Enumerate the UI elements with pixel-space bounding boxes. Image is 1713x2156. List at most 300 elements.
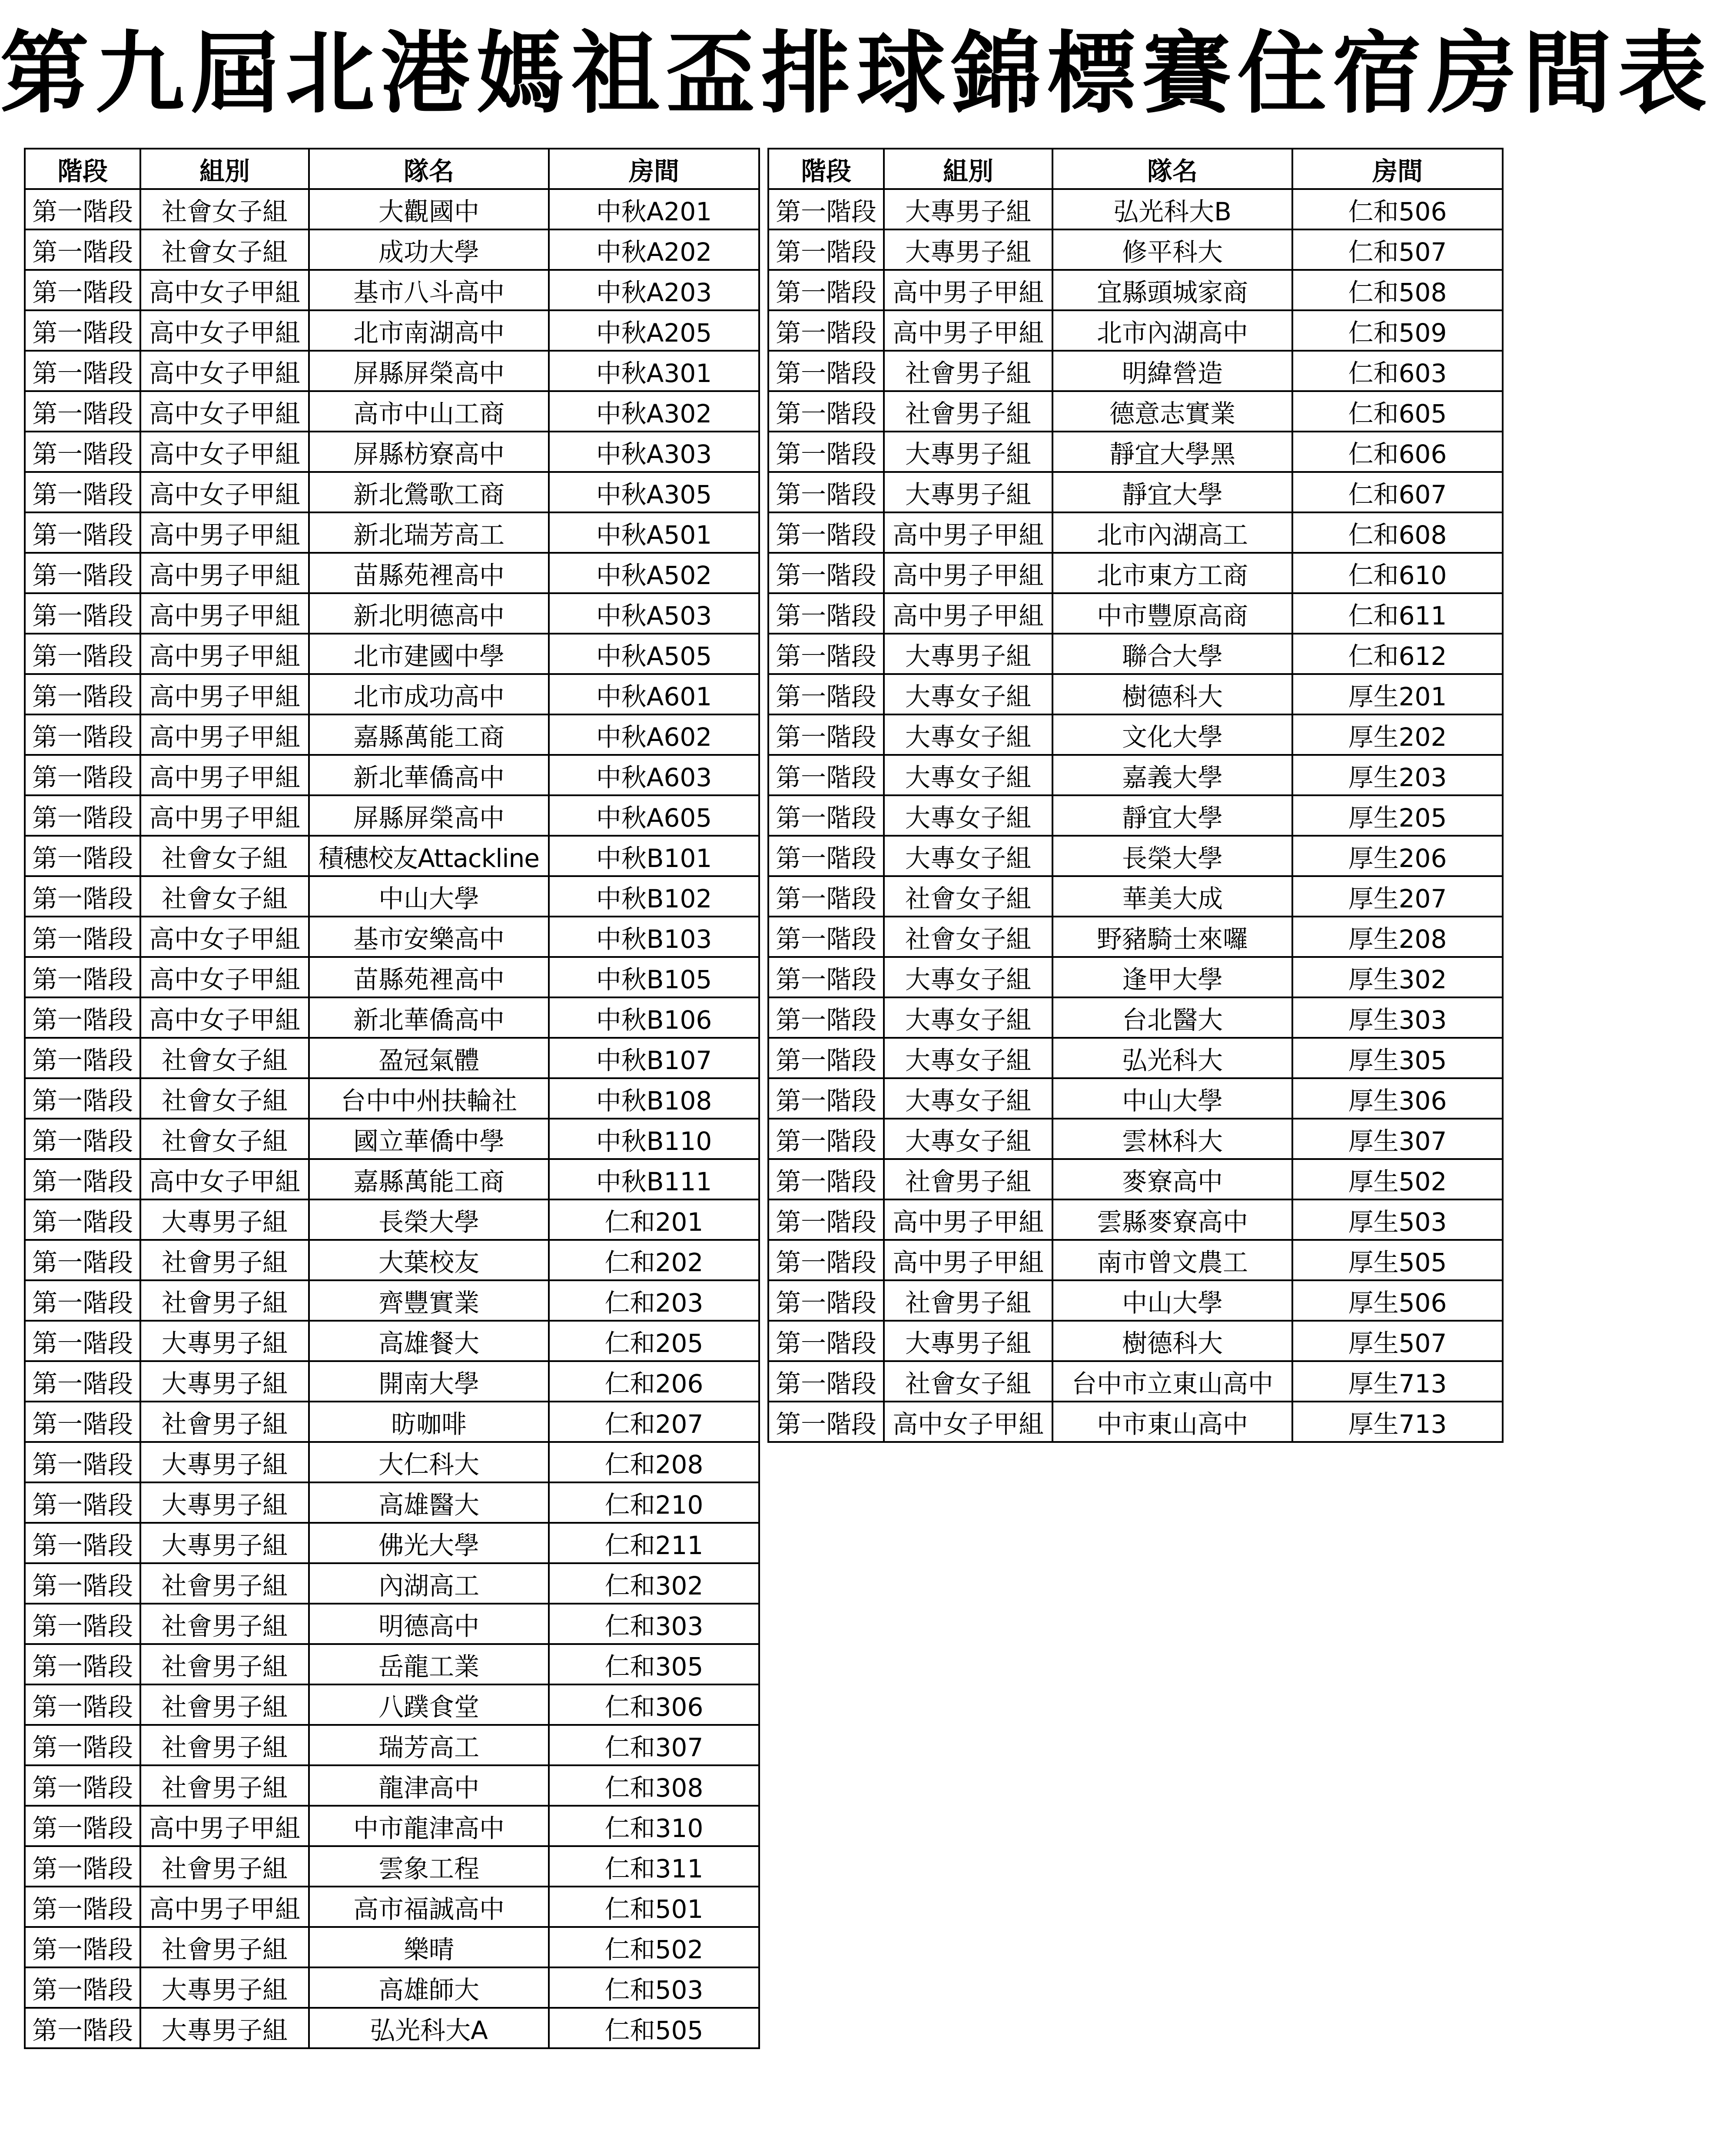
team-name-cell: 高雄師大 xyxy=(309,1967,549,2008)
table-row xyxy=(25,310,759,351)
team-name-cell: 佛光大學 xyxy=(309,1523,549,1563)
team-name-cell: 八蹼食堂 xyxy=(309,1684,549,1725)
table-row xyxy=(25,1887,759,1927)
table-row xyxy=(25,1967,759,2008)
table-row xyxy=(768,1361,1503,1402)
stage-cell: 第一階段 xyxy=(25,1078,140,1119)
table-header-row xyxy=(768,149,1503,189)
stage-cell: 第一階段 xyxy=(25,1725,140,1765)
header-division: 組別 xyxy=(884,149,1052,189)
table-row xyxy=(25,1402,759,1442)
stage-cell: 第一階段 xyxy=(25,674,140,714)
table-row xyxy=(25,957,759,997)
stage-cell: 第一階段 xyxy=(25,351,140,391)
division-cell: 社會女子組 xyxy=(140,1038,309,1078)
division-cell: 社會女子組 xyxy=(140,1119,309,1159)
room-cell: 仁和211 xyxy=(549,1523,759,1563)
team-name-cell: 樂晴 xyxy=(309,1927,549,1967)
team-name-cell: 苗縣苑裡高中 xyxy=(309,553,549,593)
team-name-cell: 高市福誠高中 xyxy=(309,1887,549,1927)
team-name-cell: 新北明德高中 xyxy=(309,593,549,634)
division-cell: 大專男子組 xyxy=(884,1321,1052,1361)
table-row xyxy=(25,270,759,310)
room-cell: 中秋A203 xyxy=(549,270,759,310)
room-cell: 厚生505 xyxy=(1292,1240,1503,1280)
table-row xyxy=(25,1119,759,1159)
table-row xyxy=(25,1038,759,1078)
team-name-cell: 北市成功高中 xyxy=(309,674,549,714)
division-cell: 大專男子組 xyxy=(884,432,1052,472)
room-cell: 仁和607 xyxy=(1292,472,1503,512)
team-name-cell: 聯合大學 xyxy=(1052,634,1292,674)
team-name-cell: 北市東方工商 xyxy=(1052,553,1292,593)
stage-cell: 第一階段 xyxy=(25,310,140,351)
stage-cell: 第一階段 xyxy=(25,836,140,876)
stage-cell: 第一階段 xyxy=(25,1240,140,1280)
team-name-cell: 屏縣枋寮高中 xyxy=(309,432,549,472)
division-cell: 高中女子甲組 xyxy=(140,432,309,472)
stage-cell: 第一階段 xyxy=(768,795,884,836)
stage-cell: 第一階段 xyxy=(25,997,140,1038)
stage-cell: 第一階段 xyxy=(25,270,140,310)
table-row xyxy=(768,1402,1503,1442)
stage-cell: 第一階段 xyxy=(768,270,884,310)
table-row xyxy=(25,1240,759,1280)
division-cell: 大專女子組 xyxy=(884,795,1052,836)
room-cell: 厚生303 xyxy=(1292,997,1503,1038)
table-row xyxy=(25,917,759,957)
stage-cell: 第一階段 xyxy=(768,472,884,512)
table-header-row xyxy=(25,149,759,189)
room-cell: 仁和206 xyxy=(549,1361,759,1402)
division-cell: 高中男子甲組 xyxy=(140,512,309,553)
stage-cell: 第一階段 xyxy=(25,593,140,634)
room-cell: 仁和201 xyxy=(549,1199,759,1240)
division-cell: 社會男子組 xyxy=(140,1280,309,1321)
team-name-cell: 文化大學 xyxy=(1052,714,1292,755)
room-cell: 中秋B107 xyxy=(549,1038,759,1078)
division-cell: 社會男子組 xyxy=(140,1684,309,1725)
table-row xyxy=(25,1604,759,1644)
room-cell: 厚生507 xyxy=(1292,1321,1503,1361)
team-name-cell: 齊豐實業 xyxy=(309,1280,549,1321)
team-name-cell: 靜宜大學 xyxy=(1052,795,1292,836)
division-cell: 社會男子組 xyxy=(140,1927,309,1967)
table-row xyxy=(25,1644,759,1684)
room-cell: 中秋A503 xyxy=(549,593,759,634)
stage-cell: 第一階段 xyxy=(25,1563,140,1604)
team-name-cell: 明緯營造 xyxy=(1052,351,1292,391)
table-row xyxy=(768,553,1503,593)
room-cell: 厚生307 xyxy=(1292,1119,1503,1159)
division-cell: 高中女子甲組 xyxy=(140,917,309,957)
header-room: 房間 xyxy=(549,149,759,189)
team-name-cell: 昉咖啡 xyxy=(309,1402,549,1442)
team-name-cell: 樹德科大 xyxy=(1052,674,1292,714)
stage-cell: 第一階段 xyxy=(25,1280,140,1321)
division-cell: 高中男子甲組 xyxy=(140,714,309,755)
stage-cell: 第一階段 xyxy=(25,1523,140,1563)
team-name-cell: 弘光科大A xyxy=(309,2008,549,2048)
division-cell: 大專女子組 xyxy=(884,755,1052,795)
division-cell: 大專女子組 xyxy=(884,1119,1052,1159)
division-cell: 大專男子組 xyxy=(140,1523,309,1563)
division-cell: 大專男子組 xyxy=(884,472,1052,512)
team-name-cell: 雲象工程 xyxy=(309,1846,549,1887)
division-cell: 社會男子組 xyxy=(884,1159,1052,1199)
team-name-cell: 靜宜大學 xyxy=(1052,472,1292,512)
division-cell: 社會女子組 xyxy=(140,229,309,270)
table-row xyxy=(25,553,759,593)
team-name-cell: 修平科大 xyxy=(1052,229,1292,270)
team-name-cell: 新北華僑高中 xyxy=(309,755,549,795)
division-cell: 大專男子組 xyxy=(884,634,1052,674)
division-cell: 社會男子組 xyxy=(140,1402,309,1442)
team-name-cell: 大觀國中 xyxy=(309,189,549,229)
room-cell: 仁和502 xyxy=(549,1927,759,1967)
team-name-cell: 苗縣苑裡高中 xyxy=(309,957,549,997)
division-cell: 大專男子組 xyxy=(140,1482,309,1523)
table-row xyxy=(768,472,1503,512)
room-cell: 中秋B103 xyxy=(549,917,759,957)
stage-cell: 第一階段 xyxy=(25,876,140,917)
table-row xyxy=(768,270,1503,310)
table-row xyxy=(25,1482,759,1523)
division-cell: 大專女子組 xyxy=(884,957,1052,997)
table-row xyxy=(768,229,1503,270)
table-row xyxy=(768,714,1503,755)
stage-cell: 第一階段 xyxy=(25,957,140,997)
team-name-cell: 成功大學 xyxy=(309,229,549,270)
table-row xyxy=(25,1159,759,1199)
team-name-cell: 北市南湖高中 xyxy=(309,310,549,351)
division-cell: 高中女子甲組 xyxy=(140,310,309,351)
table-row xyxy=(25,997,759,1038)
header-room: 房間 xyxy=(1292,149,1503,189)
division-cell: 高中男子甲組 xyxy=(884,270,1052,310)
table-row xyxy=(25,1523,759,1563)
division-cell: 高中男子甲組 xyxy=(140,755,309,795)
table-row xyxy=(768,1280,1503,1321)
room-cell: 仁和501 xyxy=(549,1887,759,1927)
room-cell: 仁和305 xyxy=(549,1644,759,1684)
division-cell: 高中男子甲組 xyxy=(884,593,1052,634)
division-cell: 社會男子組 xyxy=(140,1563,309,1604)
room-cell: 厚生502 xyxy=(1292,1159,1503,1199)
division-cell: 高中男子甲組 xyxy=(884,553,1052,593)
division-cell: 大專男子組 xyxy=(140,1361,309,1402)
division-cell: 高中男子甲組 xyxy=(884,310,1052,351)
team-name-cell: 開南大學 xyxy=(309,1361,549,1402)
page-title: 第九屆北港媽祖盃排球錦標賽住宿房間表 xyxy=(0,22,1713,126)
header-team: 隊名 xyxy=(309,149,549,189)
table-row xyxy=(25,1563,759,1604)
room-cell: 厚生713 xyxy=(1292,1402,1503,1442)
stage-cell: 第一階段 xyxy=(768,917,884,957)
team-name-cell: 高雄醫大 xyxy=(309,1482,549,1523)
room-cell: 厚生302 xyxy=(1292,957,1503,997)
team-name-cell: 瑞芳高工 xyxy=(309,1725,549,1765)
table-row xyxy=(25,876,759,917)
room-cell: 中秋A201 xyxy=(549,189,759,229)
team-name-cell: 大葉校友 xyxy=(309,1240,549,1280)
stage-cell: 第一階段 xyxy=(768,836,884,876)
stage-cell: 第一階段 xyxy=(25,1402,140,1442)
table-row xyxy=(768,634,1503,674)
table-row xyxy=(25,714,759,755)
room-cell: 仁和503 xyxy=(549,1967,759,2008)
stage-cell: 第一階段 xyxy=(768,351,884,391)
team-name-cell: 國立華僑中學 xyxy=(309,1119,549,1159)
stage-cell: 第一階段 xyxy=(768,1199,884,1240)
division-cell: 大專女子組 xyxy=(884,836,1052,876)
header-team: 隊名 xyxy=(1052,149,1292,189)
division-cell: 社會男子組 xyxy=(884,351,1052,391)
team-name-cell: 北市建國中學 xyxy=(309,634,549,674)
team-name-cell: 新北瑞芳高工 xyxy=(309,512,549,553)
room-cell: 中秋A601 xyxy=(549,674,759,714)
table-row xyxy=(25,1442,759,1482)
stage-cell: 第一階段 xyxy=(25,1199,140,1240)
table-row xyxy=(768,351,1503,391)
table-row xyxy=(768,512,1503,553)
team-name-cell: 麥寮高中 xyxy=(1052,1159,1292,1199)
stage-cell: 第一階段 xyxy=(25,1038,140,1078)
team-name-cell: 新北鶯歌工商 xyxy=(309,472,549,512)
team-name-cell: 嘉縣萬能工商 xyxy=(309,714,549,755)
division-cell: 高中男子甲組 xyxy=(140,593,309,634)
room-cell: 中秋B111 xyxy=(549,1159,759,1199)
team-name-cell: 南市曾文農工 xyxy=(1052,1240,1292,1280)
division-cell: 社會男子組 xyxy=(140,1846,309,1887)
table-row xyxy=(25,1684,759,1725)
team-name-cell: 逢甲大學 xyxy=(1052,957,1292,997)
stage-cell: 第一階段 xyxy=(768,1119,884,1159)
room-cell: 厚生503 xyxy=(1292,1199,1503,1240)
team-name-cell: 樹德科大 xyxy=(1052,1321,1292,1361)
table-row xyxy=(768,836,1503,876)
division-cell: 高中女子甲組 xyxy=(140,472,309,512)
team-name-cell: 中山大學 xyxy=(1052,1280,1292,1321)
table-row xyxy=(25,634,759,674)
stage-cell: 第一階段 xyxy=(25,1119,140,1159)
division-cell: 大專男子組 xyxy=(140,1199,309,1240)
team-name-cell: 基市安樂高中 xyxy=(309,917,549,957)
team-name-cell: 中市豐原高商 xyxy=(1052,593,1292,634)
room-cell: 厚生202 xyxy=(1292,714,1503,755)
stage-cell: 第一階段 xyxy=(768,997,884,1038)
stage-cell: 第一階段 xyxy=(768,957,884,997)
stage-cell: 第一階段 xyxy=(25,229,140,270)
stage-cell: 第一階段 xyxy=(25,714,140,755)
stage-cell: 第一階段 xyxy=(768,391,884,432)
team-name-cell: 中市龍津高中 xyxy=(309,1806,549,1846)
room-cell: 厚生305 xyxy=(1292,1038,1503,1078)
stage-cell: 第一階段 xyxy=(25,795,140,836)
room-cell: 厚生506 xyxy=(1292,1280,1503,1321)
table-row xyxy=(25,189,759,229)
division-cell: 社會女子組 xyxy=(884,876,1052,917)
division-cell: 高中男子甲組 xyxy=(140,553,309,593)
team-name-cell: 中山大學 xyxy=(1052,1078,1292,1119)
team-name-cell: 屏縣屏榮高中 xyxy=(309,351,549,391)
division-cell: 社會男子組 xyxy=(140,1725,309,1765)
division-cell: 大專男子組 xyxy=(140,1442,309,1482)
room-cell: 中秋B108 xyxy=(549,1078,759,1119)
table-row xyxy=(25,432,759,472)
team-name-cell: 高雄餐大 xyxy=(309,1321,549,1361)
division-cell: 大專男子組 xyxy=(884,229,1052,270)
table-row xyxy=(25,674,759,714)
table-row xyxy=(768,1159,1503,1199)
stage-cell: 第一階段 xyxy=(768,1240,884,1280)
room-cell: 仁和311 xyxy=(549,1846,759,1887)
stage-cell: 第一階段 xyxy=(25,1927,140,1967)
stage-cell: 第一階段 xyxy=(25,391,140,432)
room-cell: 厚生208 xyxy=(1292,917,1503,957)
room-cell: 仁和610 xyxy=(1292,553,1503,593)
stage-cell: 第一階段 xyxy=(25,1887,140,1927)
division-cell: 高中男子甲組 xyxy=(140,674,309,714)
division-cell: 社會男子組 xyxy=(140,1604,309,1644)
team-name-cell: 雲縣麥寮高中 xyxy=(1052,1199,1292,1240)
team-name-cell: 北市內湖高中 xyxy=(1052,310,1292,351)
team-name-cell: 中山大學 xyxy=(309,876,549,917)
room-cell: 厚生206 xyxy=(1292,836,1503,876)
table-row xyxy=(768,1199,1503,1240)
division-cell: 大專男子組 xyxy=(140,1967,309,2008)
stage-cell: 第一階段 xyxy=(768,1402,884,1442)
team-name-cell: 野豬騎士來囉 xyxy=(1052,917,1292,957)
room-cell: 厚生207 xyxy=(1292,876,1503,917)
room-cell: 中秋A302 xyxy=(549,391,759,432)
room-cell: 中秋A205 xyxy=(549,310,759,351)
table-row xyxy=(768,957,1503,997)
team-name-cell: 大仁科大 xyxy=(309,1442,549,1482)
team-name-cell: 明德高中 xyxy=(309,1604,549,1644)
header-division: 組別 xyxy=(140,149,309,189)
division-cell: 社會女子組 xyxy=(884,917,1052,957)
table-row xyxy=(768,674,1503,714)
stage-cell: 第一階段 xyxy=(25,1159,140,1199)
room-cell: 仁和302 xyxy=(549,1563,759,1604)
room-cell: 中秋A305 xyxy=(549,472,759,512)
table-row xyxy=(25,472,759,512)
room-cell: 厚生205 xyxy=(1292,795,1503,836)
team-name-cell: 台北醫大 xyxy=(1052,997,1292,1038)
team-name-cell: 龍津高中 xyxy=(309,1765,549,1806)
team-name-cell: 內湖高工 xyxy=(309,1563,549,1604)
division-cell: 大專女子組 xyxy=(884,674,1052,714)
table-row xyxy=(768,997,1503,1038)
stage-cell: 第一階段 xyxy=(768,1361,884,1402)
table-row xyxy=(25,795,759,836)
division-cell: 高中女子甲組 xyxy=(140,957,309,997)
room-cell: 仁和612 xyxy=(1292,634,1503,674)
stage-cell: 第一階段 xyxy=(25,1482,140,1523)
stage-cell: 第一階段 xyxy=(768,593,884,634)
room-cell: 仁和310 xyxy=(549,1806,759,1846)
division-cell: 大專男子組 xyxy=(884,189,1052,229)
room-cell: 中秋B106 xyxy=(549,997,759,1038)
division-cell: 高中女子甲組 xyxy=(140,1159,309,1199)
room-cell: 中秋B105 xyxy=(549,957,759,997)
division-cell: 高中男子甲組 xyxy=(884,1199,1052,1240)
division-cell: 大專男子組 xyxy=(140,1321,309,1361)
table-row xyxy=(25,1806,759,1846)
team-name-cell: 北市內湖高工 xyxy=(1052,512,1292,553)
stage-cell: 第一階段 xyxy=(768,755,884,795)
team-name-cell: 高市中山工商 xyxy=(309,391,549,432)
room-cell: 中秋A505 xyxy=(549,634,759,674)
stage-cell: 第一階段 xyxy=(25,553,140,593)
room-cell: 中秋B110 xyxy=(549,1119,759,1159)
room-cell: 厚生201 xyxy=(1292,674,1503,714)
stage-cell: 第一階段 xyxy=(25,2008,140,2048)
stage-cell: 第一階段 xyxy=(768,674,884,714)
room-cell: 仁和308 xyxy=(549,1765,759,1806)
table-row xyxy=(768,876,1503,917)
table-row xyxy=(768,1240,1503,1280)
room-cell: 中秋A602 xyxy=(549,714,759,755)
room-cell: 仁和202 xyxy=(549,1240,759,1280)
table-row xyxy=(25,1927,759,1967)
stage-cell: 第一階段 xyxy=(25,1967,140,2008)
team-name-cell: 嘉義大學 xyxy=(1052,755,1292,795)
division-cell: 大專男子組 xyxy=(140,2008,309,2048)
stage-cell: 第一階段 xyxy=(25,512,140,553)
room-cell: 仁和611 xyxy=(1292,593,1503,634)
division-cell: 大專女子組 xyxy=(884,1078,1052,1119)
table-row xyxy=(25,2008,759,2048)
division-cell: 高中女子甲組 xyxy=(140,997,309,1038)
stage-cell: 第一階段 xyxy=(25,1442,140,1482)
room-cell: 中秋A501 xyxy=(549,512,759,553)
team-name-cell: 德意志實業 xyxy=(1052,391,1292,432)
room-cell: 仁和303 xyxy=(549,1604,759,1644)
table-row xyxy=(25,1078,759,1119)
team-name-cell: 雲林科大 xyxy=(1052,1119,1292,1159)
stage-cell: 第一階段 xyxy=(768,189,884,229)
room-cell: 仁和205 xyxy=(549,1321,759,1361)
header-stage: 階段 xyxy=(25,149,140,189)
table-row xyxy=(25,391,759,432)
room-cell: 中秋A202 xyxy=(549,229,759,270)
room-table-left xyxy=(24,148,760,2049)
team-name-cell: 盈冠氣體 xyxy=(309,1038,549,1078)
team-name-cell: 嘉縣萬能工商 xyxy=(309,1159,549,1199)
room-cell: 厚生306 xyxy=(1292,1078,1503,1119)
stage-cell: 第一階段 xyxy=(768,634,884,674)
room-cell: 仁和306 xyxy=(549,1684,759,1725)
table-row xyxy=(768,1321,1503,1361)
table-row xyxy=(25,351,759,391)
table-row xyxy=(25,593,759,634)
division-cell: 高中男子甲組 xyxy=(884,1240,1052,1280)
team-name-cell: 弘光科大 xyxy=(1052,1038,1292,1078)
table-row xyxy=(768,432,1503,472)
team-name-cell: 華美大成 xyxy=(1052,876,1292,917)
team-name-cell: 中市東山高中 xyxy=(1052,1402,1292,1442)
room-cell: 中秋B101 xyxy=(549,836,759,876)
room-cell: 仁和506 xyxy=(1292,189,1503,229)
stage-cell: 第一階段 xyxy=(25,1361,140,1402)
room-cell: 仁和210 xyxy=(549,1482,759,1523)
team-name-cell: 積穗校友Attackline xyxy=(309,836,549,876)
stage-cell: 第一階段 xyxy=(25,472,140,512)
table-row xyxy=(768,391,1503,432)
room-cell: 仁和507 xyxy=(1292,229,1503,270)
